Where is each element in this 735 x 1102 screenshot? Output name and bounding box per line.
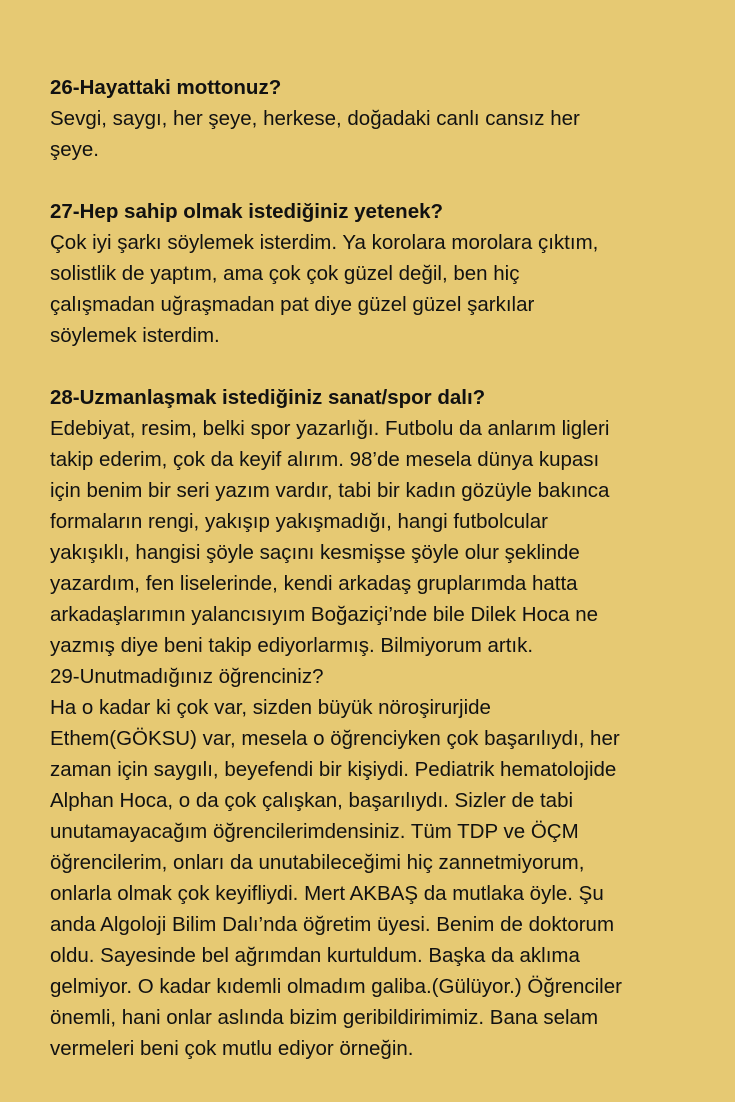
answer-29-line: zaman için saygılı, beyefendi bir kişiydi. Pediatrik hematolojide <box>50 758 617 781</box>
answer-28-line: için benim bir seri yazım vardır, tabi bir kadın gözüyle bakınca <box>50 479 610 502</box>
answer-26-line: şeye. <box>50 138 99 161</box>
answer-28-line: takip ederim, çok da keyif alırım. 98’de mesela dünya kupası <box>50 448 600 471</box>
question-27: 27-Hep sahip olmak istediğiniz yetenek? <box>50 200 444 223</box>
answer-29-line: önemli, hani onlar aslında bizim geribildirimimiz. Bana selam <box>50 1006 599 1029</box>
answer-28-line: yazmış diye beni takip ediyorlarmış. Bilmiyorum artık. <box>50 634 534 657</box>
answer-29-line: Alphan Hoca, o da çok çalışkan, başarılıydı. Sizler de tabi <box>50 789 574 812</box>
question-28: 28-Uzmanlaşmak istediğiniz sanat/spor dalı? <box>50 386 486 409</box>
answer-28-line: Edebiyat, resim, belki spor yazarlığı. Futbolu da anlarım ligleri <box>50 417 610 440</box>
answer-29-line: anda Algoloji Bilim Dalı’nda öğretim üyesi. Benim de doktorum <box>50 913 615 936</box>
answer-28-line: formaların rengi, yakışıp yakışmadığı, hangi futbolcular <box>50 510 548 533</box>
answer-29-line: gelmiyor. O kadar kıdemli olmadım galiba.(Gülüyor.) Öğrenciler <box>50 975 622 998</box>
interview-page <box>50 72 698 1064</box>
answer-28-line: yakışıklı, hangisi şöyle saçını kesmişse şöyle olur şeklinde <box>50 541 580 564</box>
answer-27-line: solistlik de yaptım, ama çok çok güzel değil, ben hiç <box>50 262 520 285</box>
answer-27-line: Çok iyi şarkı söylemek isterdim. Ya korolara morolara çıktım, <box>50 231 599 254</box>
answer-29-line: Ha o kadar ki çok var, sizden büyük nöroşirurjide <box>50 696 491 719</box>
answer-29-line: onlarla olmak çok keyifliydi. Mert AKBAŞ da mutlaka öyle. Şu <box>50 882 604 905</box>
answer-27-line: çalışmadan uğraşmadan pat diye güzel güzel şarkılar <box>50 293 535 316</box>
answer-29-line: öğrencilerim, onları da unutabileceğimi hiç zannetmiyorum, <box>50 851 585 874</box>
answer-26-line: Sevgi, saygı, her şeye, herkese, doğadaki canlı cansız her <box>50 107 580 130</box>
answer-28-line: yazardım, fen liselerinde, kendi arkadaş gruplarımda hatta <box>50 572 578 595</box>
question-29: 29-Unutmadığınız öğrenciniz? <box>50 665 324 688</box>
paragraph-spacer <box>50 351 698 382</box>
answer-29-line: unutamayacağım öğrencilerimdensiniz. Tüm TDP ve ÖÇM <box>50 820 579 843</box>
answer-29-line: Ethem(GÖKSU) var, mesela o öğrenciyken çok başarılıydı, her <box>50 727 620 750</box>
answer-29-line: vermeleri beni çok mutlu ediyor örneğin. <box>50 1037 414 1060</box>
question-26: 26-Hayattaki mottonuz? <box>50 76 282 99</box>
paragraph-spacer <box>50 165 698 196</box>
answer-29-line: oldu. Sayesinde bel ağrımdan kurtuldum. Başka da aklıma <box>50 944 580 967</box>
answer-28-line: arkadaşlarımın yalancısıyım Boğaziçi’nde bile Dilek Hoca ne <box>50 603 599 626</box>
answer-27-line: söylemek isterdim. <box>50 324 220 347</box>
